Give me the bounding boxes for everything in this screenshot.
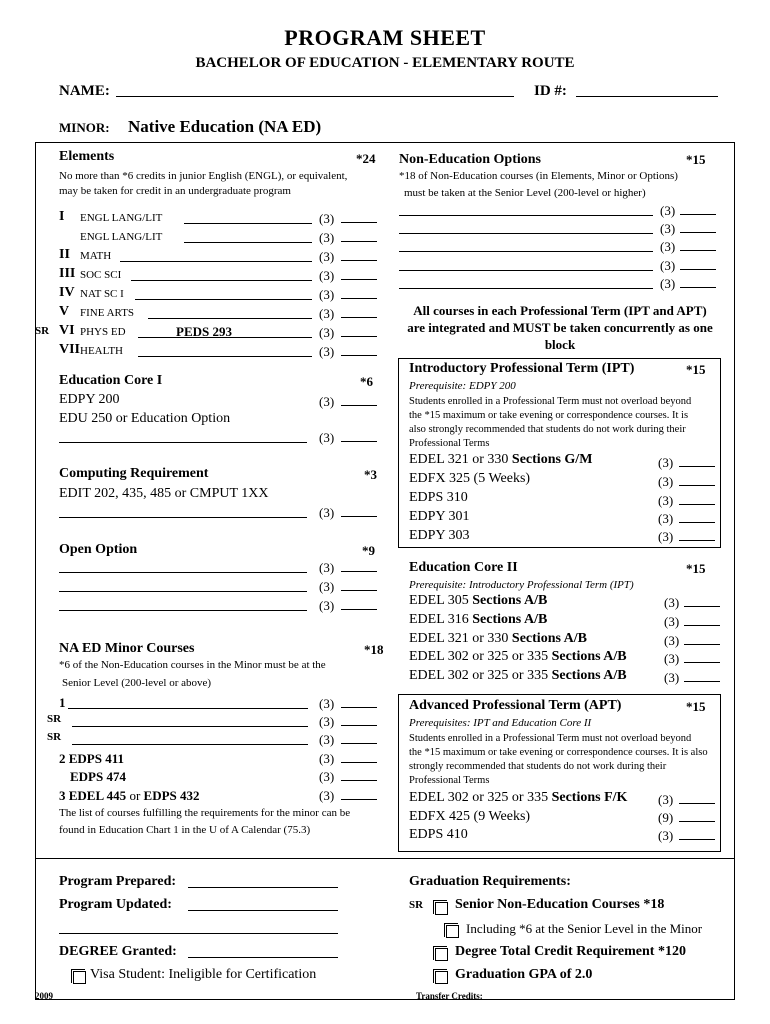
element-label: HEALTH — [80, 345, 123, 357]
course-field[interactable] — [399, 288, 653, 289]
element-numeral: I — [59, 209, 65, 224]
ipt-prereq: Prerequisite: EDPY 200 — [409, 380, 516, 392]
computing-item: EDIT 202, 435, 485 or CMPUT 1XX — [59, 486, 269, 501]
credit: (3) — [319, 732, 335, 747]
element-numeral: VI — [59, 323, 75, 338]
course-field[interactable] — [399, 215, 653, 216]
credit-field[interactable] — [341, 317, 377, 318]
element-label: MATH — [80, 250, 112, 262]
grad-req-item: Including *6 at the Senior Level in the Minor — [466, 921, 703, 936]
ipt-course: EDFX 325 (5 Weeks) — [409, 471, 531, 486]
apt-course: EDPS 410 — [409, 827, 468, 842]
open-title: Open Option — [59, 542, 138, 557]
course-field[interactable] — [59, 517, 307, 518]
apt-total: *15 — [686, 699, 706, 714]
credit-field[interactable] — [679, 504, 715, 505]
minor-row-number: 1 — [59, 695, 66, 710]
credit-field[interactable] — [341, 609, 377, 610]
ipt-course: EDPS 310 — [409, 490, 468, 505]
core1-item: EDU 250 or Education Option — [59, 411, 231, 426]
elements-total: *24 — [356, 151, 376, 166]
grad-req-item: Senior Non-Education Courses *18 — [455, 897, 665, 912]
credit-field[interactable] — [341, 336, 377, 337]
element-course-fill: PEDS 293 — [176, 324, 232, 339]
minor-footnote: found in Education Chart 1 in the U of A Calendar (75.3) — [59, 824, 311, 836]
elements-note: may be taken for credit in an undergraduate program — [59, 185, 291, 197]
core2-course-sections: Sections A/B — [472, 593, 548, 608]
credit: (3) — [319, 306, 335, 321]
senior-nonedu-checkbox[interactable] — [435, 902, 448, 915]
ipt-course-sections: Sections G/M — [511, 452, 593, 467]
credit: (3) — [319, 579, 335, 594]
course-field[interactable] — [59, 572, 307, 573]
course-field[interactable] — [399, 270, 653, 271]
course-field[interactable] — [131, 280, 312, 281]
page-subtitle: BACHELOR OF EDUCATION - ELEMENTARY ROUTE — [195, 55, 575, 71]
visa-label: Visa Student: Ineligible for Certification — [90, 967, 317, 982]
senior-minor-checkbox[interactable] — [446, 925, 459, 938]
core1-total: *6 — [360, 374, 373, 389]
grad-req-title: Graduation Requirements: — [409, 874, 571, 889]
core2-course-num: EDEL 302 or 325 or 335 — [409, 649, 549, 665]
name-label: NAME: — [59, 83, 110, 99]
ipt-course-num: EDEL 321 or 330 — [409, 452, 509, 467]
page-title: PROGRAM SHEET — [284, 25, 486, 50]
minor-label: MINOR: — [59, 120, 110, 135]
apt-note: strongly recommended that students do not work during their — [409, 761, 667, 772]
grad-req-item: Degree Total Credit Requirement *120 — [455, 944, 686, 959]
core2-course — [409, 594, 547, 608]
credit: (3) — [319, 751, 335, 766]
apt-course — [409, 791, 627, 805]
credit: (3) — [664, 651, 680, 667]
minor-value: Native Education (NA ED) — [128, 117, 322, 136]
credit: (3) — [658, 511, 674, 526]
sr-marker: SR — [47, 713, 62, 725]
course-field[interactable] — [59, 610, 307, 611]
credit-field[interactable] — [684, 644, 720, 645]
sr-marker: SR — [409, 899, 424, 911]
credit-field[interactable] — [341, 241, 377, 242]
credit: (3) — [664, 632, 680, 648]
credit-field[interactable] — [341, 707, 377, 708]
credit-field[interactable] — [680, 214, 716, 215]
sr-marker: SR — [35, 325, 50, 337]
credit-field[interactable] — [341, 799, 377, 800]
credit-field[interactable] — [341, 222, 377, 223]
element-label: PHYS ED — [80, 326, 126, 338]
element-label: NAT SC I — [80, 288, 124, 300]
minor-course-b: EDPS 432 — [143, 788, 200, 803]
credit-field[interactable] — [680, 269, 716, 270]
credit-field[interactable] — [684, 625, 720, 626]
apt-course: EDFX 425 (9 Weeks) — [409, 809, 531, 824]
ipt-note: Professional Terms — [409, 438, 490, 449]
credit: (3) — [319, 430, 335, 445]
credit: (3) — [319, 505, 335, 520]
credit-field[interactable] — [684, 681, 720, 682]
ipt-title: Introductory Professional Term (IPT) — [409, 361, 635, 376]
integrated-note: All courses in each Professional Term (IPT and APT) — [413, 303, 707, 318]
ipt-total: *15 — [686, 362, 706, 377]
credit: (3) — [658, 828, 674, 843]
course-field[interactable] — [184, 223, 312, 224]
minor-title: NA ED Minor Courses — [59, 641, 195, 656]
visa-checkbox[interactable] — [73, 971, 86, 984]
credit: (3) — [664, 613, 680, 629]
credit: (3) — [319, 230, 335, 245]
credit: (3) — [319, 394, 335, 409]
credit: (3) — [664, 595, 680, 610]
gpa-checkbox[interactable] — [435, 971, 448, 984]
element-numeral: II — [59, 247, 70, 262]
nonedu-note: *18 of Non-Education courses (in Elements, Minor or Options) — [399, 170, 678, 182]
program-prepared-label: Program Prepared: — [59, 874, 177, 889]
credit-field[interactable] — [341, 516, 377, 517]
integrated-note: block — [544, 337, 576, 352]
credit: (3) — [660, 221, 676, 236]
open-total: *9 — [362, 543, 375, 558]
apt-title: Advanced Professional Term (APT) — [409, 698, 622, 713]
credit: (3) — [658, 493, 674, 508]
grad-req-item: Graduation GPA of 2.0 — [455, 967, 593, 982]
minor-course — [59, 789, 200, 802]
nonedu-total: *15 — [686, 152, 706, 167]
course-field[interactable] — [184, 242, 312, 243]
credit: (3) — [658, 529, 674, 544]
credit: (3) — [660, 276, 676, 291]
minor-course-a: 3 EDEL 445 — [59, 788, 127, 803]
core2-total: *15 — [686, 561, 706, 576]
credit-field[interactable] — [341, 355, 377, 356]
nonedu-title: Non-Education Options — [399, 152, 541, 167]
core2-course-sections: Sections A/B — [472, 611, 548, 627]
credit: (3) — [319, 211, 335, 226]
minor-note: Senior Level (200-level or above) — [62, 677, 212, 689]
credit: (3) — [319, 268, 335, 283]
core2-course-num: EDEL 321 or 330 — [409, 630, 509, 646]
credit: (3) — [658, 455, 674, 470]
minor-note: *6 of the Non-Education courses in the Minor must be at the — [59, 659, 326, 671]
core2-course — [409, 613, 547, 627]
credit-field[interactable] — [341, 298, 377, 299]
credit: (9) — [658, 810, 674, 825]
course-field[interactable] — [72, 726, 308, 727]
credit: (3) — [658, 792, 674, 807]
course-field[interactable] — [68, 708, 308, 709]
transfer-credits-label: Transfer Credits: — [416, 991, 483, 1001]
blank-field[interactable] — [59, 933, 338, 934]
core1-item: EDPY 200 — [59, 392, 120, 407]
credit: (3) — [664, 670, 680, 686]
core2-course-sections: Sections A/B — [511, 630, 587, 646]
element-numeral: VII — [59, 342, 81, 357]
credit: (3) — [319, 769, 335, 784]
program-prepared-field[interactable] — [188, 887, 338, 888]
core2-course — [409, 650, 627, 664]
credit: (3) — [319, 249, 335, 264]
ipt-note: also strongly recommended that students do not work during their — [409, 424, 686, 435]
credit-field[interactable] — [679, 803, 715, 804]
ipt-note: the *15 maximum or take evening or correspondence courses. It is — [409, 410, 689, 421]
integrated-note: are integrated and MUST be taken concurrently as one — [407, 320, 713, 335]
credit-field[interactable] — [679, 540, 715, 541]
core2-course-num: EDEL 302 or 325 or 335 — [409, 668, 549, 684]
id-label: ID #: — [534, 83, 567, 99]
ipt-course: EDPY 303 — [409, 528, 470, 543]
credit-field[interactable] — [341, 260, 377, 261]
credit-field[interactable] — [680, 287, 716, 288]
nonedu-note: must be taken at the Senior Level (200-level or higher) — [404, 187, 646, 199]
year-label: 2009 — [35, 991, 53, 1001]
course-field[interactable] — [120, 261, 312, 262]
credit-field[interactable] — [679, 466, 715, 467]
element-numeral: IV — [59, 285, 75, 300]
credit-field[interactable] — [680, 250, 716, 251]
credit-field[interactable] — [341, 725, 377, 726]
credit-field[interactable] — [341, 743, 377, 744]
computing-total: *3 — [364, 467, 377, 482]
credit: (3) — [660, 239, 676, 254]
apt-note: the *15 maximum or take evening or correspondence courses. It is also — [409, 747, 708, 758]
credit-field[interactable] — [684, 606, 720, 607]
credit-field[interactable] — [679, 522, 715, 523]
course-field[interactable] — [138, 356, 312, 357]
element-numeral: V — [59, 304, 70, 319]
core2-course-num: EDEL 305 — [409, 593, 469, 608]
core2-prereq: Prerequisite: Introductory Professional Term (IPT) — [409, 579, 634, 591]
element-label: SOC SCI — [80, 269, 122, 281]
credit-field[interactable] — [679, 485, 715, 486]
credit: (3) — [660, 203, 676, 218]
apt-note: Students enrolled in a Professional Term must not overload beyond — [409, 733, 692, 744]
course-field[interactable] — [148, 318, 312, 319]
program-updated-field[interactable] — [188, 910, 338, 911]
credit: (3) — [319, 696, 335, 711]
apt-note: Professional Terms — [409, 775, 490, 786]
core2-course-sections: Sections A/B — [551, 668, 627, 684]
apt-course-sections: Sections F/K — [551, 790, 628, 805]
degree-total-checkbox[interactable] — [435, 948, 448, 961]
credit-field[interactable] — [341, 590, 377, 591]
course-field[interactable] — [72, 744, 308, 745]
core2-course-num: EDEL 316 — [409, 611, 469, 627]
core2-title: Education Core II — [409, 560, 518, 575]
credit: (3) — [319, 287, 335, 302]
degree-granted-field[interactable] — [188, 957, 338, 958]
credit-field[interactable] — [679, 839, 715, 840]
credit: (3) — [660, 258, 676, 273]
minor-course-or: or — [129, 788, 141, 803]
core2-course — [409, 669, 627, 683]
course-field[interactable] — [59, 591, 307, 592]
element-label: ENGL LANG/LIT — [80, 231, 163, 243]
credit: (3) — [319, 325, 335, 340]
credit-field[interactable] — [341, 279, 377, 280]
core2-course-sections: Sections A/B — [551, 649, 627, 665]
credit: (3) — [319, 598, 335, 613]
credit-field[interactable] — [679, 821, 715, 822]
minor-footnote: The list of courses fulfilling the requirements for the minor can be — [59, 807, 351, 819]
credit-field[interactable] — [341, 405, 377, 406]
credit-field[interactable] — [341, 780, 377, 781]
program-updated-label: Program Updated: — [59, 897, 172, 912]
computing-title: Computing Requirement — [59, 466, 209, 481]
degree-granted-label: DEGREE Granted: — [59, 944, 177, 959]
course-field[interactable] — [399, 251, 653, 252]
credit: (3) — [658, 474, 674, 489]
credit-field[interactable] — [341, 762, 377, 763]
credit: (3) — [319, 560, 335, 575]
credit: (3) — [319, 714, 335, 729]
ipt-note: Students enrolled in a Professional Term must not overload beyond — [409, 396, 692, 407]
element-label: FINE ARTS — [80, 307, 135, 319]
minor-course: 2 EDPS 411 — [59, 751, 125, 766]
credit-field[interactable] — [684, 662, 720, 663]
core2-course — [409, 632, 587, 646]
footer-divider — [35, 858, 735, 859]
core1-title: Education Core I — [59, 373, 163, 388]
ipt-course: EDPY 301 — [409, 509, 470, 524]
element-label: ENGL LANG/LIT — [80, 212, 163, 224]
credit: (3) — [319, 344, 335, 359]
course-field[interactable] — [59, 442, 307, 443]
credit: (3) — [319, 788, 335, 803]
id-field[interactable] — [576, 96, 718, 97]
sr-marker: SR — [47, 731, 62, 743]
course-field[interactable] — [399, 233, 653, 234]
credit-field[interactable] — [341, 441, 377, 442]
elements-note: No more than *6 credits in junior English (ENGL), or equivalent, — [59, 170, 348, 182]
apt-prereq: Prerequisites: IPT and Education Core II — [409, 717, 592, 729]
minor-course: EDPS 474 — [70, 769, 126, 784]
ipt-course — [409, 453, 592, 467]
name-field[interactable] — [116, 96, 514, 97]
apt-course-num: EDEL 302 or 325 or 335 — [409, 790, 549, 805]
minor-total: *18 — [364, 642, 384, 657]
credit-field[interactable] — [680, 232, 716, 233]
credit-field[interactable] — [341, 571, 377, 572]
elements-title: Elements — [59, 149, 115, 164]
element-numeral: III — [59, 266, 76, 281]
course-field[interactable] — [135, 299, 312, 300]
